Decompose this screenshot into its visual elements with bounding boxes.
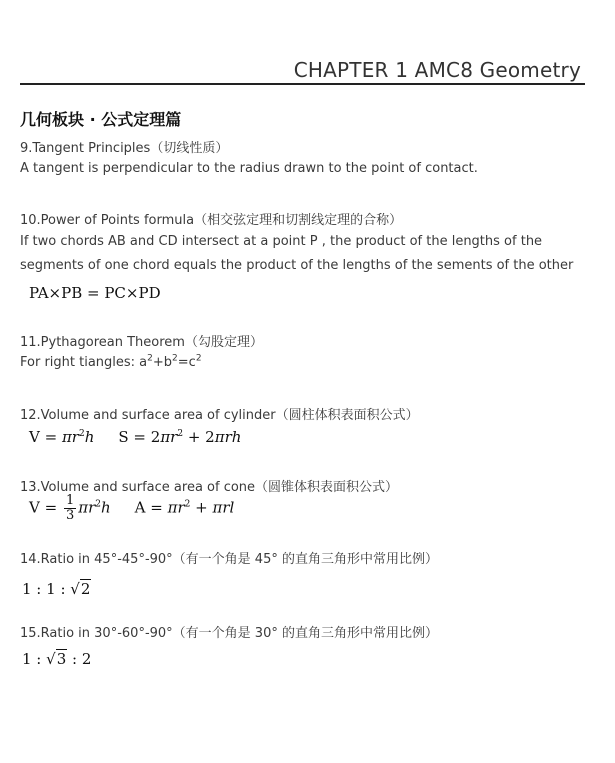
- item-13-a-exp: 2: [184, 499, 191, 510]
- item-13-a-lhs: A =: [134, 498, 168, 517]
- one-third-fraction: [64, 494, 76, 523]
- item-15-ratio: [22, 650, 91, 668]
- item-12-s-lhs: S = 2: [118, 428, 161, 446]
- item-11-sup-c: 2: [195, 353, 202, 364]
- item-9-title: 9.Tangent Principles（切线性质）: [20, 141, 229, 156]
- item-12-s-pir: πr: [160, 428, 178, 446]
- item-12-formulas: [29, 428, 241, 446]
- sqrt-radicand: 2: [80, 580, 91, 598]
- item-10-text-1: If two chords AB and CD intersect at a point P , the product of the lengths of the: [20, 234, 543, 249]
- sqrt-sign-icon: √: [70, 580, 80, 598]
- item-15-title: 15.Ratio in 30°-60°-90°（有一个角是 30° 的直角三角形中常用比例）: [20, 626, 438, 641]
- item-11-sup-b: 2: [172, 353, 178, 364]
- item-13-title: 13.Volume and surface area of cone（圆锥体积表面积公式）: [20, 480, 399, 495]
- item-11-text-c: =c: [177, 355, 196, 370]
- item-11-sup-a: 2: [147, 353, 153, 364]
- item-14-ratio: [22, 580, 91, 598]
- item-12-v-exp: 2: [78, 429, 85, 439]
- square-root-3: [46, 650, 67, 668]
- item-10-title: 10.Power of Points formula（相交弦定理和切割线定理的合称）: [20, 213, 403, 228]
- item-11-text: [20, 355, 202, 370]
- item-13-v-exp: 2: [95, 499, 101, 510]
- item-15-ratio-suffix: : 2: [67, 650, 92, 668]
- item-13-v-lhs: V =: [29, 498, 62, 517]
- item-14-title: 14.Ratio in 45°-45°-90°（有一个角是 45° 的直角三角形中常用比例）: [20, 552, 438, 567]
- chapter-header: CHAPTER 1 AMC8 Geometry: [293, 58, 581, 82]
- item-9-text: A tangent is perpendicular to the radius drawn to the point of contact.: [20, 161, 478, 176]
- item-11-title: 11.Pythagorean Theorem（勾股定理）: [20, 335, 263, 350]
- fraction-denominator: 3: [65, 508, 75, 523]
- item-10-text-2: segments of one chord equals the product of the lengths of the sements of the other: [20, 258, 574, 273]
- item-10-formula: PA×PB = PC×PD: [29, 284, 161, 302]
- item-13-a-plus: +: [190, 498, 213, 517]
- item-13-v-pir: πr: [78, 498, 96, 517]
- sqrt-radicand: 3: [56, 650, 67, 668]
- item-13-v-h: h: [100, 498, 111, 517]
- item-13-formulas: [29, 494, 234, 523]
- header-rule: [20, 83, 585, 85]
- fraction-numerator: 1: [65, 493, 75, 508]
- item-11-text-a: For right tiangles: a: [20, 355, 148, 370]
- item-12-title: 12.Volume and surface area of cylinder（圆柱体积表面积公式）: [20, 408, 419, 423]
- section-title: 几何板块 · 公式定理篇: [20, 110, 182, 129]
- square-root-2: [70, 580, 91, 598]
- item-12-v-lhs: V =: [29, 428, 62, 446]
- item-12-v-h: h: [84, 428, 95, 446]
- item-12-s-exp: 2: [177, 429, 184, 439]
- item-14-ratio-prefix: 1 : 1 :: [22, 580, 71, 598]
- item-12-v-pir: πr: [61, 428, 79, 446]
- sqrt-sign-icon: √: [46, 650, 56, 668]
- item-15-ratio-prefix: 1 :: [22, 650, 47, 668]
- item-12-s-end: πrh: [214, 428, 242, 446]
- item-13-a-pir: πr: [167, 498, 185, 517]
- item-12-s-plus: + 2: [183, 428, 215, 446]
- item-13-a-end: πrl: [212, 498, 235, 517]
- item-11-text-b: +b: [152, 355, 173, 370]
